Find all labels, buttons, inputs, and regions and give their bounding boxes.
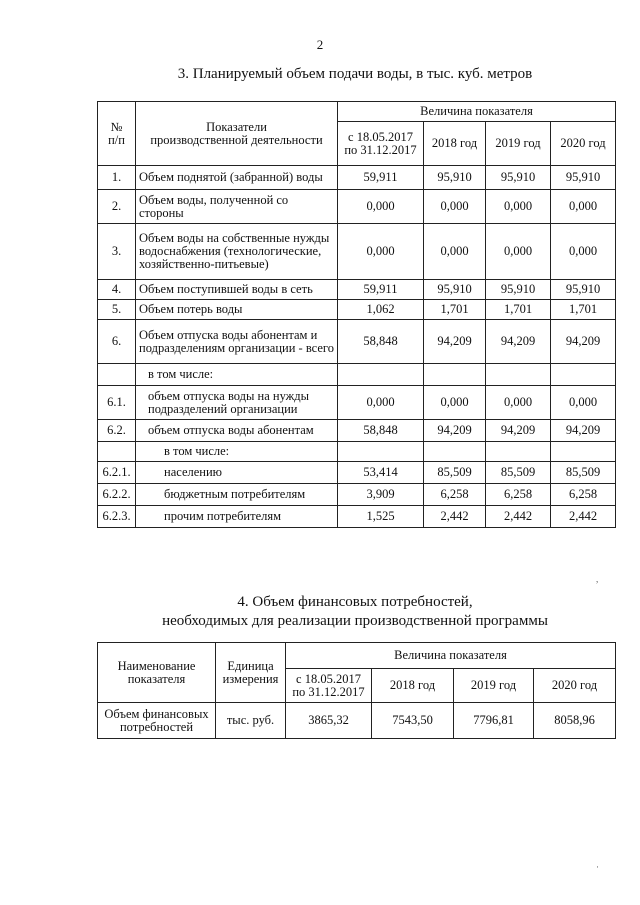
table-row <box>98 420 616 442</box>
header-period: 2018 год <box>372 669 454 703</box>
row-value: 94,209 <box>486 420 551 442</box>
row-value: 0,000 <box>424 386 486 420</box>
table-row <box>98 166 616 190</box>
row-value: 85,509 <box>551 462 616 484</box>
row-value: 3865,32 <box>286 703 372 739</box>
table-row <box>98 364 616 386</box>
row-number: 6. <box>98 320 136 364</box>
row-indicator: Объем воды на собственные нужды водоснабжения (технологические, хозяйственно-питьевые) <box>136 224 338 280</box>
table-row <box>98 462 616 484</box>
section4-title-line2: необходимых для реализации производственной программы <box>162 613 548 629</box>
header-period: 2018 год <box>424 122 486 166</box>
row-value: 85,509 <box>424 462 486 484</box>
water-supply-table <box>97 101 616 528</box>
row-value: 0,000 <box>486 224 551 280</box>
row-value: 0,000 <box>551 224 616 280</box>
row-value: 0,000 <box>338 386 424 420</box>
header-num: № п/п <box>98 102 136 166</box>
row-value: 0,000 <box>424 190 486 224</box>
row-indicator: прочим потребителям <box>136 506 338 528</box>
row-value: 94,209 <box>486 320 551 364</box>
header-period: 2019 год <box>454 669 534 703</box>
row-value: 2,442 <box>424 506 486 528</box>
row-value: 95,910 <box>424 166 486 190</box>
row-value: 1,701 <box>486 300 551 320</box>
header-period: 2019 год <box>486 122 551 166</box>
row-value: 3,909 <box>338 484 424 506</box>
row-value <box>424 442 486 462</box>
row-indicator: Объем потерь воды <box>136 300 338 320</box>
row-indicator: объем отпуска воды абонентам <box>136 420 338 442</box>
row-indicator: населению <box>136 462 338 484</box>
table-row <box>98 320 616 364</box>
row-value <box>424 364 486 386</box>
row-value: 94,209 <box>551 420 616 442</box>
row-value: 1,525 <box>338 506 424 528</box>
row-value: 94,209 <box>424 420 486 442</box>
header-indicator: Показатели производственной деятельности <box>136 102 338 166</box>
row-value: 6,258 <box>486 484 551 506</box>
row-value: 6,258 <box>551 484 616 506</box>
page-number: 2 <box>316 37 324 52</box>
row-value: 0,000 <box>551 386 616 420</box>
row-value <box>486 364 551 386</box>
row-value <box>338 364 424 386</box>
row-indicator: объем отпуска воды на нужды подразделений организации <box>136 386 338 420</box>
row-value: 7543,50 <box>372 703 454 739</box>
row-unit: тыс. руб. <box>216 703 286 739</box>
table-row <box>98 224 616 280</box>
row-value: 0,000 <box>551 190 616 224</box>
row-value: 95,910 <box>424 280 486 300</box>
row-indicator: Объем поднятой (забранной) воды <box>136 166 338 190</box>
financial-needs-table <box>97 642 616 739</box>
row-number: 6.2.2. <box>98 484 136 506</box>
header-period: 2020 год <box>551 122 616 166</box>
row-value <box>551 442 616 462</box>
table-row <box>98 280 616 300</box>
table-row <box>98 300 616 320</box>
header-value-group: Величина показателя <box>286 643 616 669</box>
row-value: 0,000 <box>338 190 424 224</box>
row-value: 59,911 <box>338 166 424 190</box>
row-value: 95,910 <box>486 280 551 300</box>
row-number: 6.2.3. <box>98 506 136 528</box>
row-number: 1. <box>98 166 136 190</box>
row-indicator: в том числе: <box>136 442 338 462</box>
row-value: 8058,96 <box>534 703 616 739</box>
row-value: 1,701 <box>551 300 616 320</box>
section4-title <box>95 593 615 631</box>
row-value: 0,000 <box>338 224 424 280</box>
row-number <box>98 364 136 386</box>
table-row <box>98 506 616 528</box>
row-number: 3. <box>98 224 136 280</box>
row-number: 6.2. <box>98 420 136 442</box>
header-value-group: Величина показателя <box>338 102 616 122</box>
table-row <box>98 484 616 506</box>
row-value: 0,000 <box>486 190 551 224</box>
table-row <box>98 442 616 462</box>
row-number: 2. <box>98 190 136 224</box>
row-value: 1,062 <box>338 300 424 320</box>
header-period: с 18.05.2017 по 31.12.2017 <box>338 122 424 166</box>
row-value: 58,848 <box>338 420 424 442</box>
row-indicator: Объем поступившей воды в сеть <box>136 280 338 300</box>
row-value: 6,258 <box>424 484 486 506</box>
row-number: 6.2.1. <box>98 462 136 484</box>
row-value: 85,509 <box>486 462 551 484</box>
row-value: 59,911 <box>338 280 424 300</box>
row-number: 5. <box>98 300 136 320</box>
table-row <box>98 703 616 739</box>
row-value: 95,910 <box>551 280 616 300</box>
row-value: 58,848 <box>338 320 424 364</box>
row-number: 4. <box>98 280 136 300</box>
row-indicator: Объем отпуска воды абонентам и подразделениям организации - всего <box>136 320 338 364</box>
row-name: Объем финансовых потребностей <box>98 703 216 739</box>
table-row <box>98 386 616 420</box>
scan-mark: , <box>596 574 599 584</box>
row-number <box>98 442 136 462</box>
row-value: 94,209 <box>424 320 486 364</box>
header-name: Наименование показателя <box>98 643 216 703</box>
section4-title-line1: 4. Объем финансовых потребностей, <box>237 594 473 610</box>
row-indicator: Объем воды, полученной со стороны <box>136 190 338 224</box>
row-value: 2,442 <box>486 506 551 528</box>
row-value: 94,209 <box>551 320 616 364</box>
row-indicator: бюджетным потребителям <box>136 484 338 506</box>
table-row <box>98 190 616 224</box>
row-number: 6.1. <box>98 386 136 420</box>
scan-mark: · <box>596 862 599 872</box>
header-unit: Единица измерения <box>216 643 286 703</box>
row-value: 7796,81 <box>454 703 534 739</box>
row-value: 53,414 <box>338 462 424 484</box>
row-value <box>486 442 551 462</box>
section3-title: 3. Планируемый объем подачи воды, в тыс. куб. метров <box>177 66 533 82</box>
header-period: 2020 год <box>534 669 616 703</box>
row-value <box>338 442 424 462</box>
row-value <box>551 364 616 386</box>
row-value: 1,701 <box>424 300 486 320</box>
row-value: 0,000 <box>424 224 486 280</box>
row-value: 0,000 <box>486 386 551 420</box>
row-indicator: в том числе: <box>136 364 338 386</box>
row-value: 95,910 <box>486 166 551 190</box>
header-period: с 18.05.2017 по 31.12.2017 <box>286 669 372 703</box>
row-value: 95,910 <box>551 166 616 190</box>
row-value: 2,442 <box>551 506 616 528</box>
